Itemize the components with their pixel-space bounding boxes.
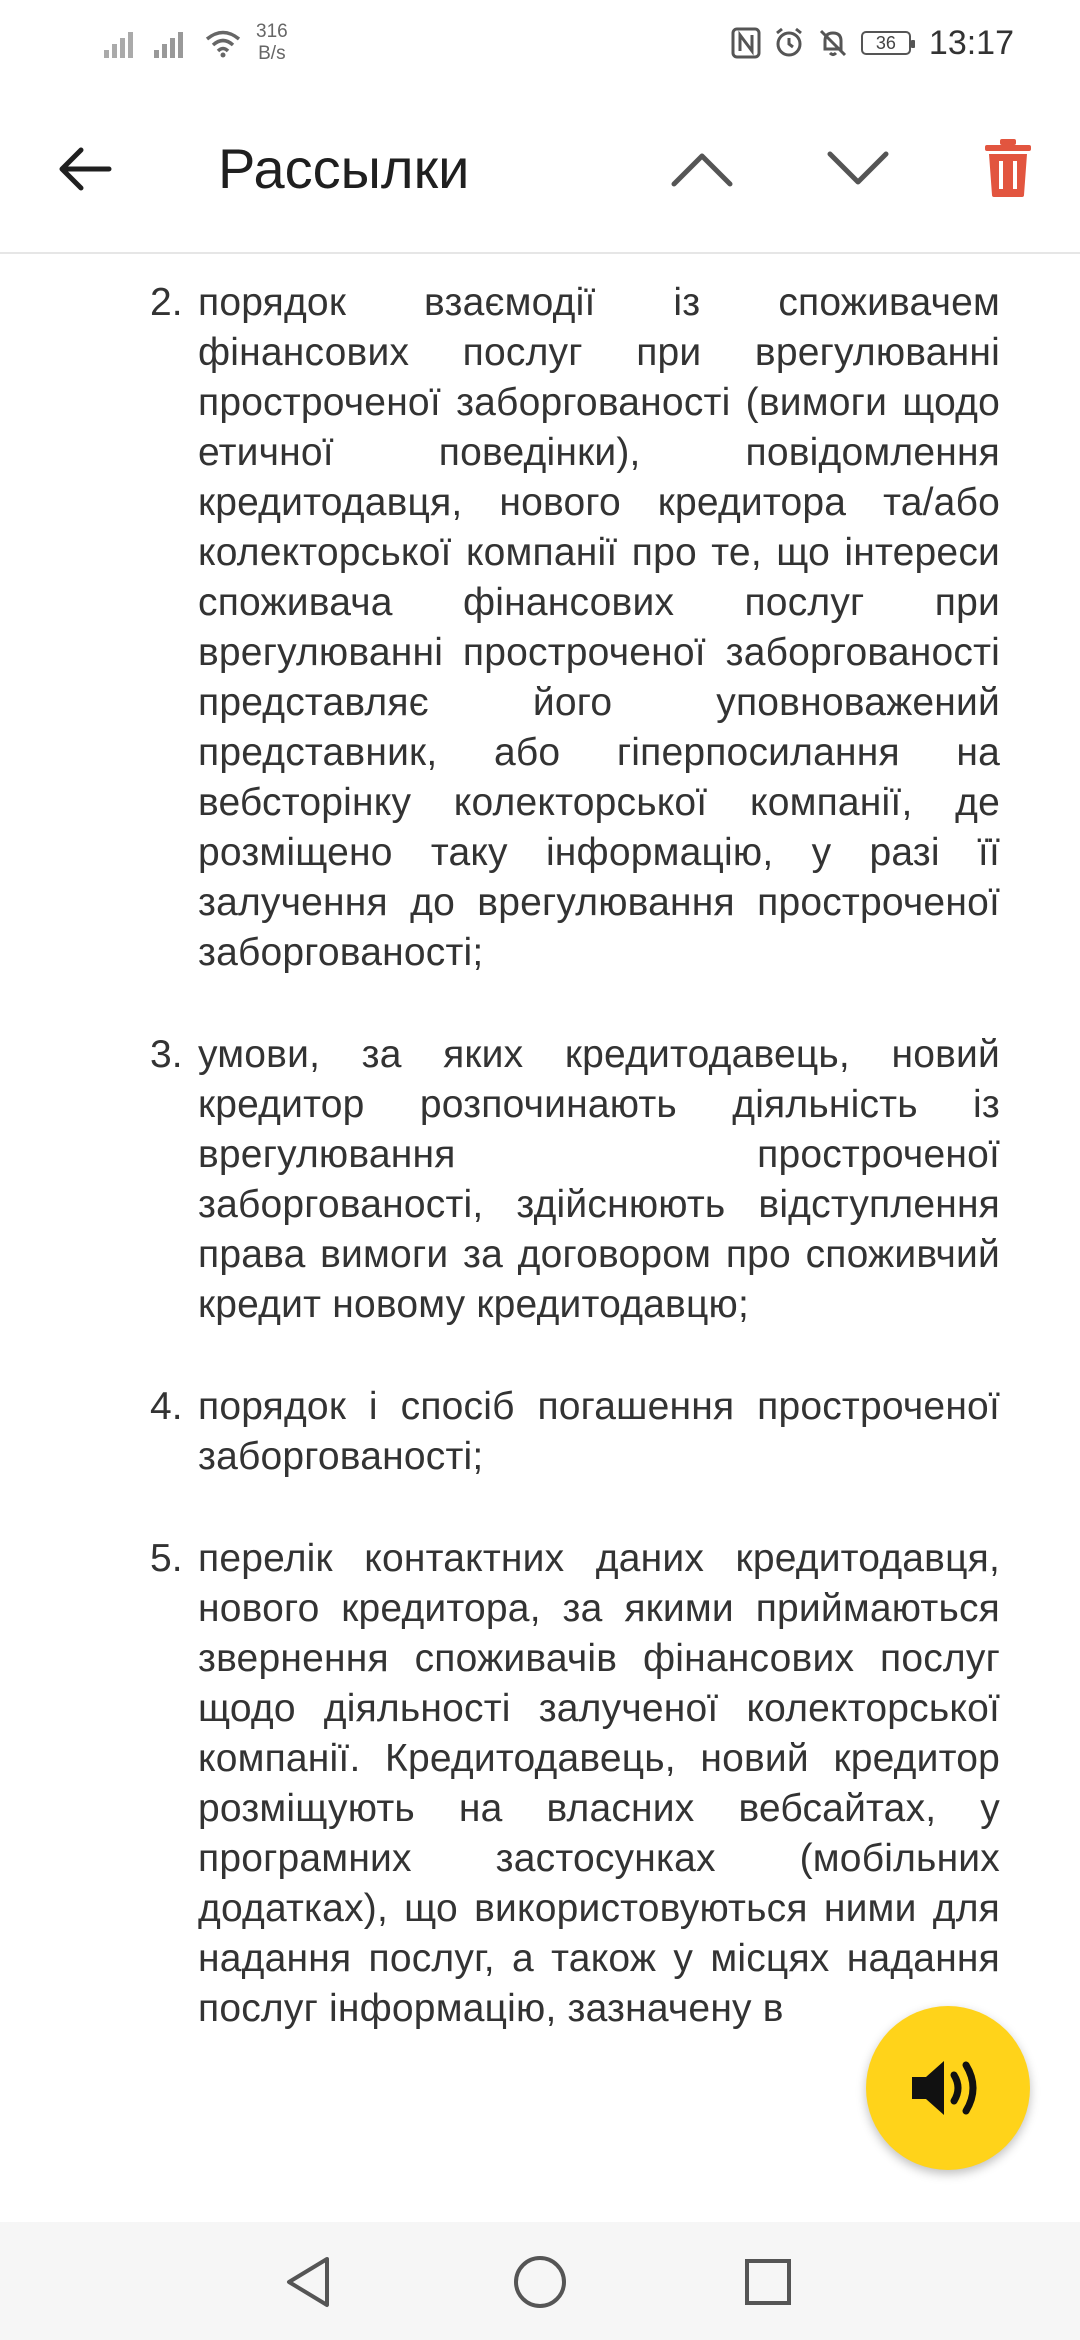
circle-home-icon bbox=[512, 2254, 568, 2310]
alarm-icon bbox=[773, 27, 805, 59]
net-speed-value: 316 bbox=[256, 21, 288, 42]
net-speed-unit: B/s bbox=[258, 43, 286, 64]
list-item-text: умови, за яких кредитодавець, новий кредитор розпочинають діяльність із врегулювання простроченої заборгованості, здійснюють відступлення права вимоги за договором про споживчий кредит новому кредитодавцю; bbox=[198, 1033, 1000, 1326]
text-to-speech-button[interactable] bbox=[866, 2006, 1030, 2170]
system-recents-button[interactable] bbox=[736, 2250, 800, 2314]
list-item bbox=[150, 1382, 1000, 1482]
app-bar bbox=[0, 84, 1080, 254]
status-right bbox=[731, 18, 1014, 68]
message-body[interactable] bbox=[0, 254, 1080, 2222]
list-item-text: порядок і спосіб погашення простроченої заборгованості; bbox=[198, 1385, 1000, 1478]
square-recents-icon bbox=[743, 2257, 793, 2307]
mute-bell-icon bbox=[817, 27, 849, 59]
trash-icon bbox=[983, 137, 1033, 199]
speaker-icon bbox=[908, 2053, 988, 2123]
clock: 13:17 bbox=[928, 23, 1014, 62]
list-item-number: 5. bbox=[150, 1537, 183, 1580]
list-item bbox=[150, 278, 1000, 978]
list-item bbox=[150, 1534, 1000, 2034]
system-home-button[interactable] bbox=[508, 2250, 572, 2314]
system-navigation-bar bbox=[0, 2222, 1080, 2340]
wifi-icon bbox=[204, 28, 242, 58]
list-item-text: порядок взаємодії із споживачем фінансових послуг при врегулюванні простроченої заборгованості (вимоги щодо етичної поведінки), повідомлення кредитодавця, нового кредитора та/або колекторської компанії про те, що інтереси споживача фінансових послуг при врегулюванні простроченої заборгованості представляє його уповноважений представник, або гіперпосилання на вебсторінку колекторської компанії, де розміщено таку інформацію, у разі її залучення до врегулювання простроченої заборгованості; bbox=[198, 281, 1000, 974]
system-back-button[interactable] bbox=[276, 2250, 340, 2314]
signal-icon bbox=[104, 28, 140, 58]
net-speed bbox=[256, 21, 288, 65]
arrow-left-icon bbox=[57, 145, 113, 193]
delete-button[interactable] bbox=[976, 130, 1040, 206]
previous-message-button[interactable] bbox=[666, 134, 738, 204]
nfc-icon bbox=[731, 27, 761, 59]
battery-icon bbox=[861, 31, 911, 55]
triangle-back-icon bbox=[283, 2255, 333, 2309]
next-message-button[interactable] bbox=[822, 134, 894, 204]
battery-level: 36 bbox=[875, 32, 896, 53]
chevron-down-icon bbox=[826, 150, 890, 188]
list-item-text: перелік контактних даних кредитодавця, нового кредитора, за якими приймаються звернення споживачів фінансових послуг щодо діяльності залученої колекторської компанії. Кредитодавець, новий кредитор розміщують на власних вебсайтах, у програмних застосунках (мобільних додатках), що використовуються ними для надання послуг, а також у місцях надання послуг інформацію, зазначену в bbox=[198, 1537, 1000, 2030]
list-item-number: 4. bbox=[150, 1385, 183, 1428]
list-item-number: 2. bbox=[150, 281, 183, 324]
status-bar bbox=[0, 0, 1080, 84]
status-left bbox=[104, 18, 288, 68]
page-title: Рассылки bbox=[218, 137, 470, 200]
message-list bbox=[150, 278, 1000, 2086]
signal-icon-2 bbox=[154, 28, 190, 58]
chevron-up-icon bbox=[670, 150, 734, 188]
list-item bbox=[150, 1030, 1000, 1330]
list-item-number: 3. bbox=[150, 1033, 183, 1076]
back-button[interactable] bbox=[50, 134, 120, 204]
